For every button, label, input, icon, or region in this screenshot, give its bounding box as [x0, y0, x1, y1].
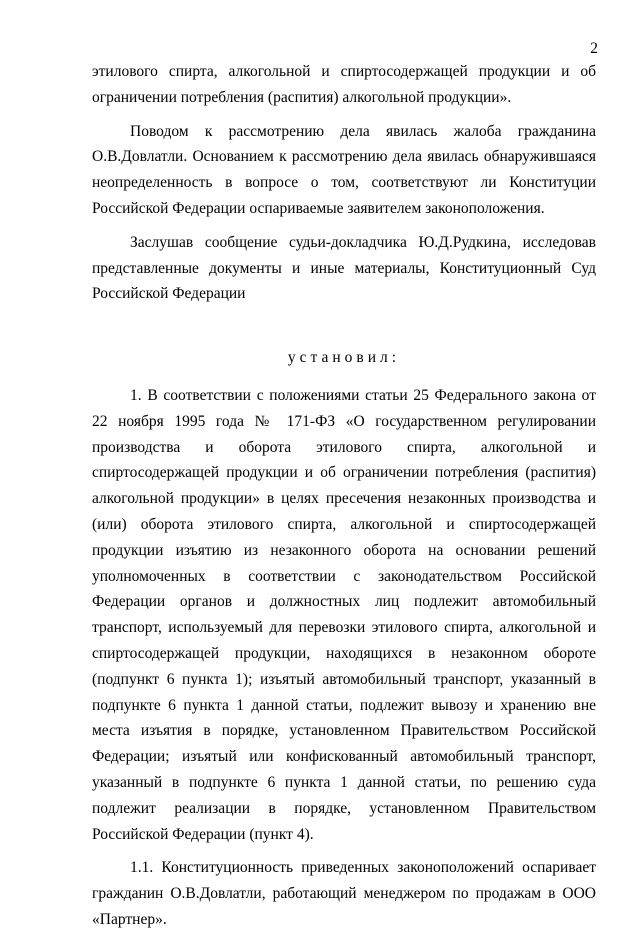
paragraph-point-1: 1. В соответствии с положениями статьи 25 Федерального закона от 22 ноября 1995 года № 171-ФЗ «О государственном регулировании производства и оборота этилового спирта, алкогольной и спиртосодержащей продукции и об ограничении потребления (распития) алкогольной продукции» в целях пресечения незаконных производства и (или) оборота этилового спирта, алкогольной и спиртосодержащей продукции изъятию из незаконного оборота на основании решений уполномоченных в соответствии с законодательством Российской Федерации органов и должностных лиц подлежит автомобильный транспорт, используемый для перевозки этилового спирта, алкогольной и спиртосодержащей продукции, находящихся в незаконном обороте (подпункт 6 пункта 1); изъятый автомобильный транспорт, указанный в подпункте 6 пункта 1 данной статьи, подлежит вывозу и хранению вне места изъятия в порядке, установленном Правительством Российской Федерации; изъятый или конфискованный автомобильный транспорт, указанный в подпункте 6 пункта 1 данной статьи, по решению суда подлежит реализации в порядке, установленном Правительством Российской Федерации (пункт 4). — [92, 386, 596, 843]
paragraph-continuation: этилового спирта, алкогольной и спиртосодержащей продукции и об ограничении потребления (распития) алкогольной продукции». — [92, 63, 596, 106]
paragraph-point-1-1: 1.1. Конституционность приведенных законоположений оспаривает гражданин О.В.Довлатли, работающий менеджером по продажам в ООО «Партнер». — [92, 859, 596, 928]
document-body — [92, 59, 596, 933]
page-number: 2 — [590, 40, 598, 57]
paragraph-hearing: Заслушав сообщение судьи-докладчика Ю.Д.Рудкина, исследовав представленные документы и иные материалы, Конституционный Суд Российской Федерации — [92, 233, 596, 303]
section-heading: установил: — [287, 349, 401, 367]
paragraph-grounds: Поводом к рассмотрению дела явилась жалоба гражданина О.В.Довлатли. Основанием к рассмотрению дела явилась обнаружившаяся неопределенность в вопросе о том, соответствуют ли Конституции Российской Федерации оспариваемые заявителем законоположения. — [92, 122, 596, 217]
